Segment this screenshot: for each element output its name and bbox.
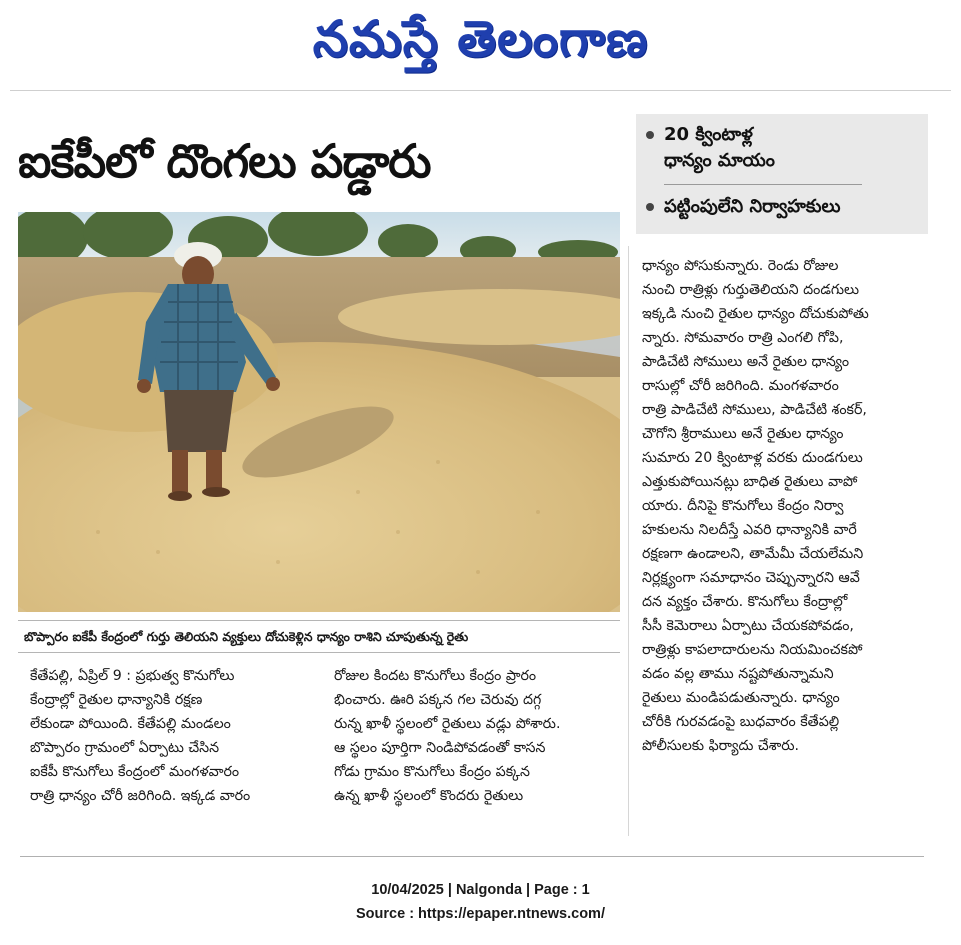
text-line: రైతులు మండిపడుతున్నారు. ధాన్యం xyxy=(642,690,840,706)
text-line: పాడిచేటి సోములు అనే రైతుల ధాన్యం xyxy=(642,354,850,370)
bullet-icon xyxy=(646,203,654,211)
top-divider xyxy=(10,90,951,91)
photo-caption: బొప్పారం ఐకేపీ కేంద్రంలో గుర్తు తెలియని వ్యక్తులు దోచుకెళ్లిన ధాన్యం రాశిని చూపుతున్న రైతు xyxy=(24,629,469,644)
text-line: వడం వల్ల తాము నష్టపోతున్నామని xyxy=(642,666,834,682)
text-line: గోడు గ్రామం కొనుగోలు కేంద్రం పక్కన xyxy=(334,764,530,780)
article-column-right xyxy=(642,254,928,758)
text-line: భించారు. ఊరి పక్కన గల చెరువు దగ్గ xyxy=(334,692,542,708)
newspaper-logo: నమస్తే తెలంగాణ xyxy=(312,10,649,68)
text-line: ఇక్కడి నుంచి రైతుల ధాన్యం దోచుకుపోతు xyxy=(642,306,869,322)
highlight-text: పట్టింపులేని నిర్వాహకులు xyxy=(664,196,841,217)
text-line: న్నారు. సోమవారం రాత్రి ఎంగలి గోపి, xyxy=(642,330,844,346)
text-line: కేంద్రాల్లో రైతుల ధాన్యానికి రక్షణ xyxy=(30,692,203,708)
text-line: రాత్రి ధాన్యం చోరీ జరిగింది. ఇక్కడ వారం xyxy=(30,788,251,804)
text-line: రాసుల్లో చోరీ జరిగింది. మంగళవారం xyxy=(642,378,839,394)
text-line: రాత్రి పాడిచేటి సోములు, పాడిచేటి శంకర్, xyxy=(642,402,867,418)
text-line: కేతేపల్లి, ఏప్రిల్ 9 : ప్రభుత్వ కొనుగోలు xyxy=(30,668,235,684)
bullet-icon xyxy=(646,131,654,139)
bottom-divider xyxy=(20,856,924,857)
text-line: బొప్పారం గ్రామంలో ఏర్పాటు చేసిన xyxy=(30,740,220,756)
text-line: ఎత్తుకుపోయినట్లు బాధిత రైతులు వాపో xyxy=(642,474,858,490)
text-line: యారు. దీనిపై కొనుగోలు కేంద్రం నిర్వా xyxy=(642,498,844,514)
text-line: రక్షణగా ఉండాలని, తామేమీ చేయలేమని xyxy=(642,546,864,562)
text-line: హకులను నిలదీస్తే ఎవరి ధాన్యానికి వారే xyxy=(642,522,857,538)
highlight-item-continuation: ధాన్యం మాయం xyxy=(664,150,775,171)
masthead xyxy=(0,0,961,80)
text-line: రున్న ఖాళీ స్థలంలో రైతులు వడ్లు పోశారు. xyxy=(334,716,561,732)
text-line: చోరీకి గురవడంపై బుధవారం కేతేపల్లి xyxy=(642,714,840,730)
highlights-box xyxy=(636,114,928,234)
caption-top-rule xyxy=(18,620,620,621)
text-line: రోజుల కిందట కొనుగోలు కేంద్రం ప్రారం xyxy=(334,668,537,684)
column-separator xyxy=(628,246,629,836)
footer-date-edition: 10/04/2025 | Nalgonda | Page : 1 xyxy=(371,882,590,898)
highlight-item xyxy=(646,194,841,220)
caption-bottom-rule xyxy=(18,652,620,653)
footer-source-link[interactable]: Source : https://epaper.ntnews.com/ xyxy=(356,906,605,922)
text-line: చౌగోని శ్రీరాములు అనే రైతుల ధాన్యం xyxy=(642,426,844,442)
text-line: నుంచి రాత్రిళ్లు గుర్తుతెలియని దండగులు xyxy=(642,282,859,298)
text-line: దన వ్యక్తం చేశారు. కొనుగోలు కేంద్రాల్లో xyxy=(642,594,848,610)
article-headline: ఐకేపీలో దొంగలు పడ్డారు xyxy=(18,134,431,188)
text-line: ధాన్యం పోసుకున్నారు. రెండు రోజుల xyxy=(642,258,839,274)
text-line: ఐకేపీ కొనుగోలు కేంద్రంలో మంగళవారం xyxy=(30,764,240,780)
text-line: సీసీ కెమెరాలు ఏర్పాటు చేయకపోవడం, xyxy=(642,618,854,634)
text-line: నిర్లక్ష్యంగా సమాధానం చెప్పున్నారని ఆవే xyxy=(642,570,860,586)
highlight-divider xyxy=(664,184,862,185)
text-line: పోలీసులకు ఫిర్యాదు చేశారు. xyxy=(642,738,800,754)
text-line: లేకుండా పోయింది. కేతేపల్లి మండలం xyxy=(30,716,231,732)
text-line: రాత్రిళ్లు కాపలాదారులను నియమించకపో xyxy=(642,642,863,658)
text-line: ఆ స్థలం పూర్తిగా నిండిపోవడంతో కాసన xyxy=(334,740,546,756)
text-line: ఉన్న ఖాళీ స్థలంలో కొందరు రైతులు xyxy=(334,788,524,804)
article-column-middle xyxy=(334,664,618,808)
article-photo xyxy=(18,212,620,612)
article-column-left xyxy=(30,664,314,808)
highlight-text: 20 క్వింటాళ్ల xyxy=(664,124,753,145)
text-line: సుమారు 20 క్వింటాళ్ల వరకు దుండగులు xyxy=(642,450,863,466)
highlight-item xyxy=(646,122,753,148)
